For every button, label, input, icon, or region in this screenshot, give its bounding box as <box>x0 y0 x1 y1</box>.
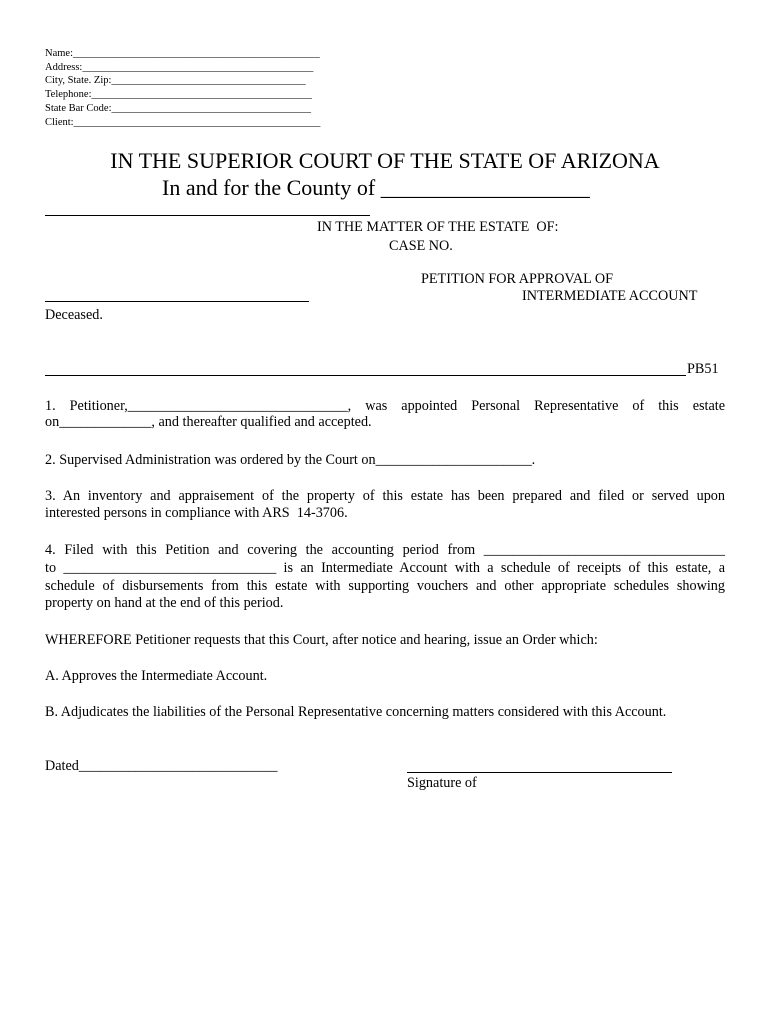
paragraph-1-line-1: 1. Petitioner,_______________________________, was appointed Personal Representative of this estate <box>45 398 725 414</box>
county-line: In and for the County of ___________________ <box>162 175 590 200</box>
paragraph-1 <box>45 397 725 415</box>
request-a: A. Approves the Intermediate Account. <box>45 668 268 684</box>
court-title: IN THE SUPERIOR COURT OF THE STATE OF ARIZONA <box>110 148 660 173</box>
header-address-field: Address:____________________________________________ <box>45 62 314 73</box>
petition-title-line-1: PETITION FOR APPROVAL OF <box>421 271 613 287</box>
paragraph-4-line-2: to ______________________________ is an Intermediate Account with a schedule of receipts of this estate, a <box>45 560 725 576</box>
deceased-label: Deceased. <box>45 307 103 323</box>
petition-title-line-2: INTERMEDIATE ACCOUNT <box>522 288 698 304</box>
paragraph-2: 2. Supervised Administration was ordered by the Court on______________________. <box>45 452 536 468</box>
signature-rule <box>407 772 672 773</box>
form-code: PB51 <box>687 361 719 377</box>
estate-matter-label: IN THE MATTER OF THE ESTATE OF: <box>317 219 559 235</box>
deceased-name-rule <box>45 301 309 302</box>
paragraph-4-line-1: 4. Filed with this Petition and covering the accounting period from __________________________________ <box>45 542 725 558</box>
signature-label: Signature of <box>407 775 477 791</box>
header-client-field: Client:_______________________________________________ <box>45 117 321 128</box>
header-telephone-field: Telephone:__________________________________________ <box>45 89 312 100</box>
paragraph-4 <box>45 541 725 595</box>
paragraph-4-line-4: property on hand at the end of this period. <box>45 595 284 611</box>
paragraph-3 <box>45 487 725 505</box>
paragraph-3-line-1: 3. An inventory and appraisement of the property of this estate has been prepared and filed or served upon <box>45 488 725 504</box>
paragraph-3-line-2: interested persons in compliance with ARS 14-3706. <box>45 505 348 521</box>
paragraph-4-line-3: schedule of disbursements from this estate with supporting vouchers and other appropriate schedules showing <box>45 578 725 594</box>
dated-field: Dated____________________________ <box>45 758 278 774</box>
caption-bottom-rule <box>45 375 686 376</box>
paragraph-1-line-2: on_____________, and thereafter qualified and accepted. <box>45 414 372 430</box>
request-b: B. Adjudicates the liabilities of the Personal Representative concerning matters considered with this Account. <box>45 704 667 720</box>
caption-top-rule <box>45 215 370 216</box>
case-number-label: CASE NO. <box>389 238 453 254</box>
header-state-bar-code-field: State Bar Code:______________________________________ <box>45 103 311 114</box>
wherefore-clause: WHEREFORE Petitioner requests that this Court, after notice and hearing, issue an Order which: <box>45 632 598 648</box>
header-name-field: Name:_______________________________________________ <box>45 48 320 59</box>
header-city-state-zip-field: City, State. Zip:_____________________________________ <box>45 75 306 86</box>
